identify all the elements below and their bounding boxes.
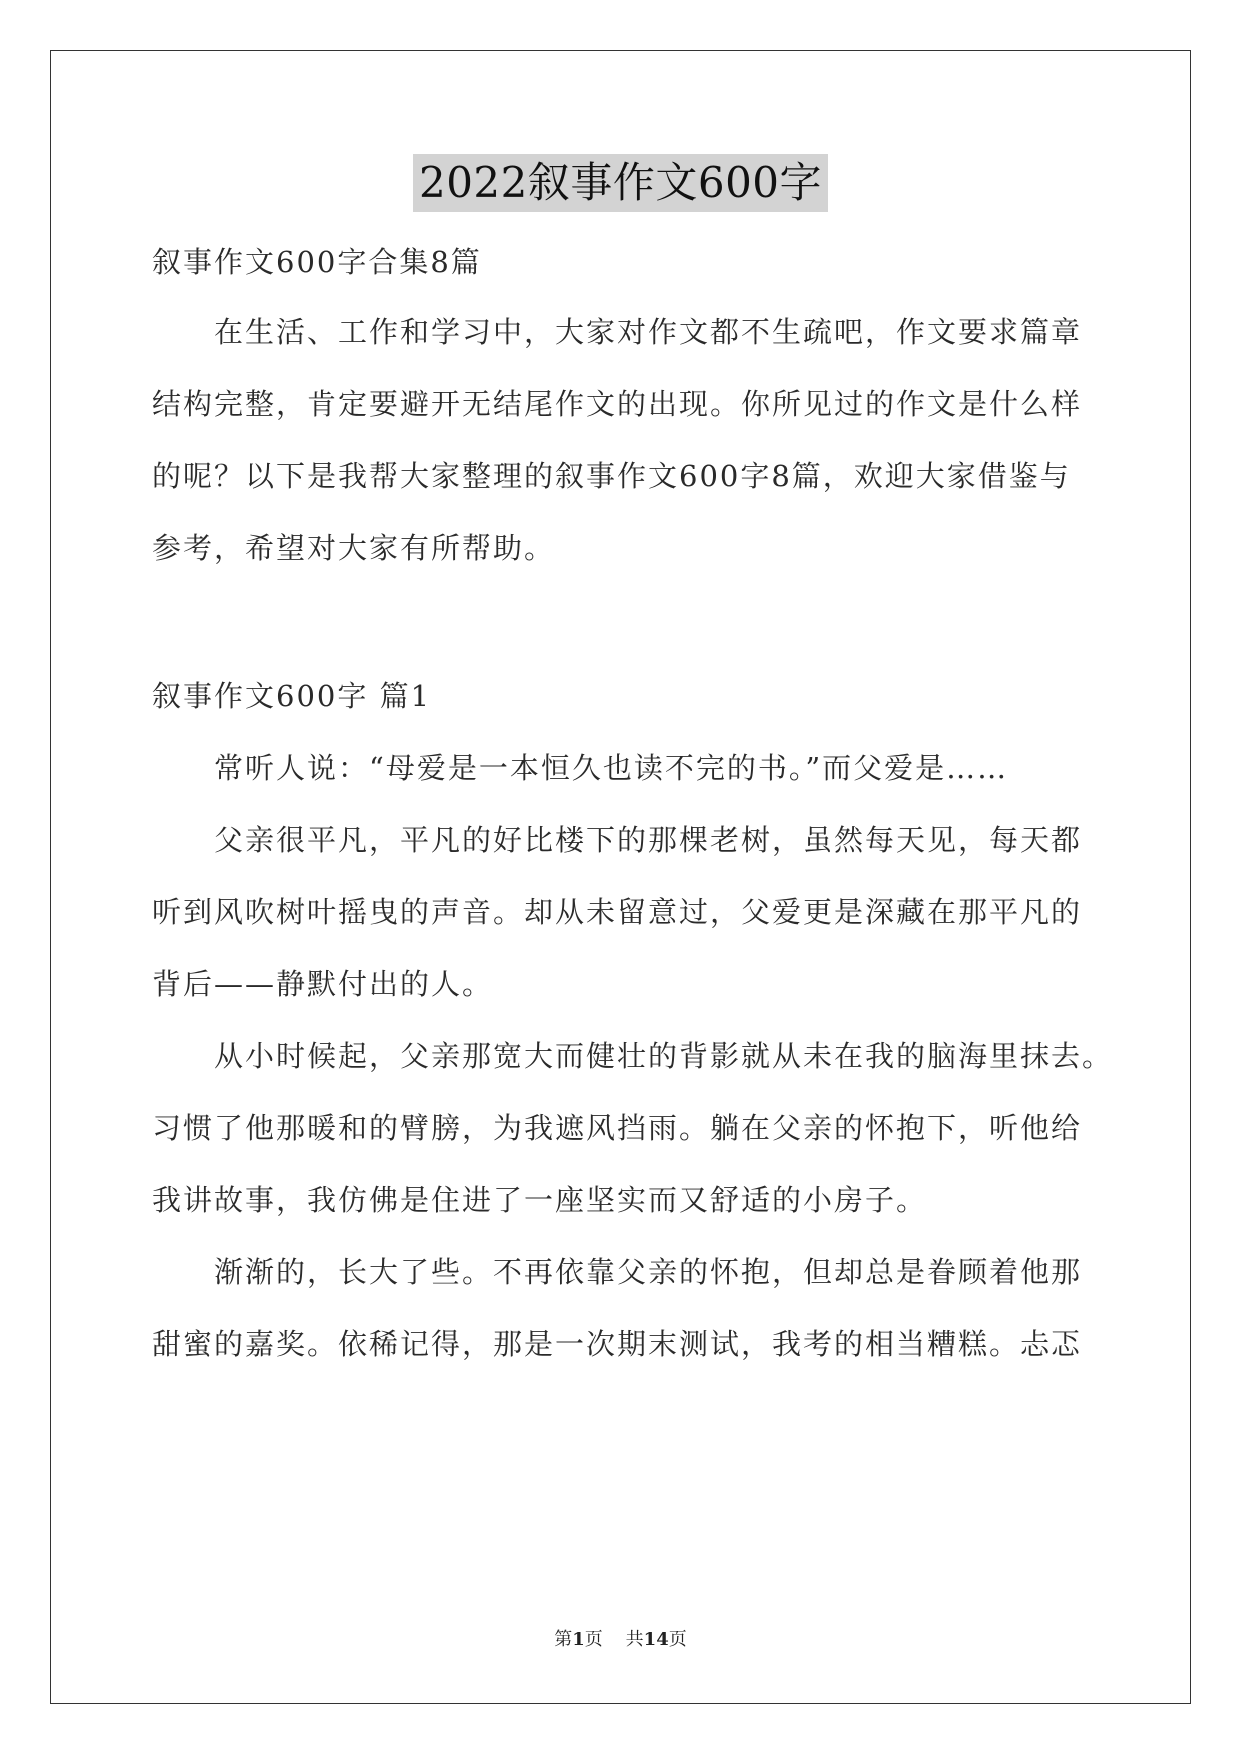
- body-line: 从小时候起，父亲那宽大而健壮的背影就从未在我的脑海里抹去。: [214, 1039, 1114, 1073]
- body-line: 父亲很平凡，平凡的好比楼下的那棵老树，虽然每天见，每天都: [214, 823, 1083, 857]
- body-line: 我讲故事，我仿佛是住进了一座坚实而又舒适的小房子。: [152, 1183, 928, 1217]
- document-title: 2022叙事作文600字: [413, 154, 828, 212]
- body-line: 背后——静默付出的人。: [152, 967, 494, 1001]
- footer-page-prefix: 第: [554, 1629, 573, 1650]
- footer-page-suffix: 页: [584, 1629, 603, 1650]
- page-footer: [0, 1625, 1241, 1651]
- intro-line: 结构完整，肯定要避开无结尾作文的出现。你所见过的作文是什么样: [152, 387, 1083, 421]
- page-border: [50, 50, 1191, 1704]
- body-line: 甜蜜的嘉奖。依稀记得，那是一次期末测试，我考的相当糟糕。忐忑: [152, 1327, 1083, 1361]
- footer-total-prefix: 共: [625, 1629, 644, 1650]
- body-line: 渐渐的，长大了些。不再依靠父亲的怀抱，但却总是眷顾着他那: [214, 1255, 1083, 1289]
- intro-line: 的呢？以下是我帮大家整理的叙事作文600字8篇，欢迎大家借鉴与: [152, 459, 1071, 493]
- footer-total-suffix: 页: [668, 1629, 687, 1650]
- footer-page-number: 1: [572, 1629, 585, 1650]
- body-line: 习惯了他那暖和的臂膀，为我遮风挡雨。躺在父亲的怀抱下，听他给: [152, 1111, 1083, 1145]
- subtitle: 叙事作文600字合集8篇: [152, 245, 482, 279]
- intro-line: 在生活、工作和学习中，大家对作文都不生疏吧，作文要求篇章: [214, 315, 1083, 349]
- footer-total-pages: 14: [643, 1629, 669, 1650]
- body-line: 常听人说：“母爱是一本恒久也读不完的书。”而父爱是……: [214, 751, 1009, 785]
- title-container: [0, 154, 1241, 212]
- body-line: 听到风吹树叶摇曳的声音。却从未留意过，父爱更是深藏在那平凡的: [152, 895, 1083, 929]
- intro-line: 参考，希望对大家有所帮助。: [152, 531, 556, 565]
- section-heading: 叙事作文600字 篇1: [152, 679, 432, 713]
